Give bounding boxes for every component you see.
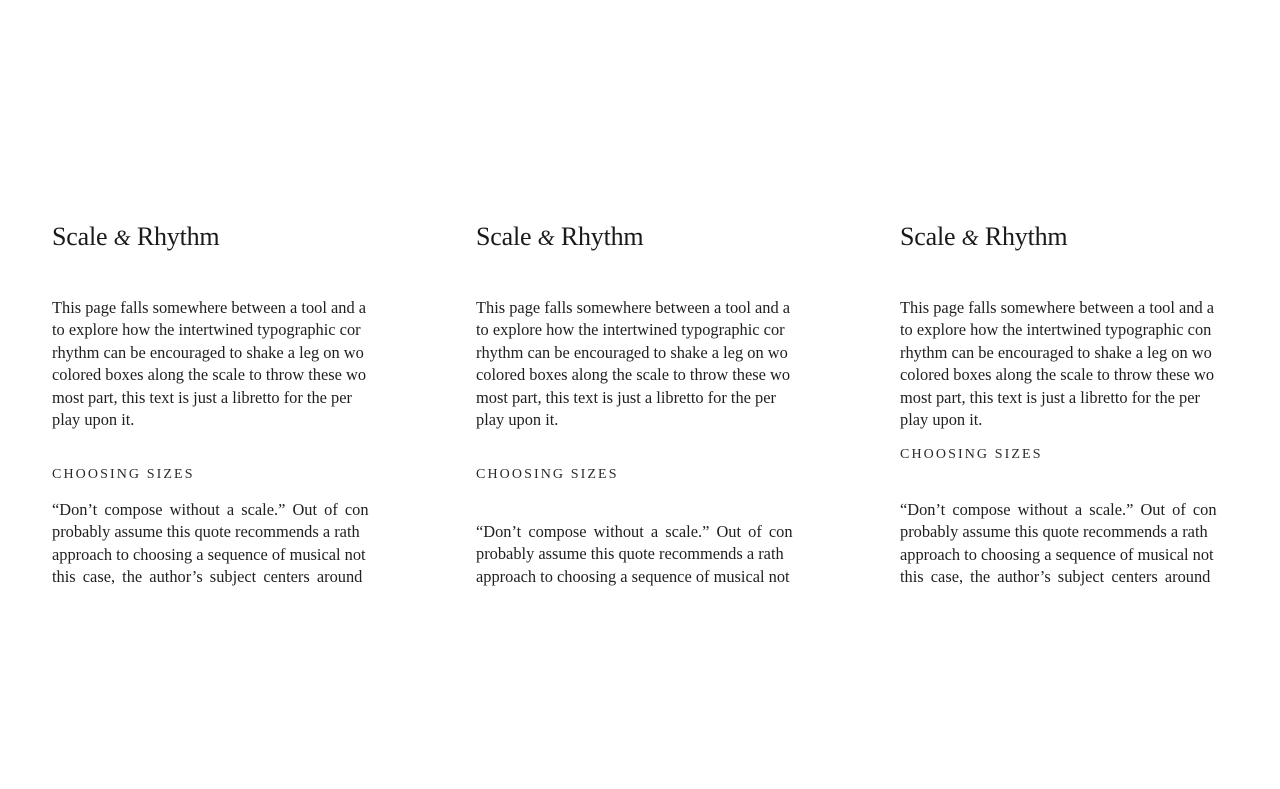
page-title — [476, 222, 643, 252]
intro-line: rhythm can be encouraged to shake a leg on wo — [900, 342, 1212, 362]
quote-line: “Don’t compose without a scale.” Out of con — [52, 500, 369, 519]
quote-paragraph — [476, 521, 822, 588]
quote-line: probably assume this quote recommends a rath — [900, 522, 1208, 542]
intro-line: most part, this text is just a libretto for the per — [900, 387, 1200, 407]
intro-line: rhythm can be encouraged to shake a leg on wo — [52, 342, 364, 362]
page-title — [52, 222, 219, 252]
layout-sample-2 — [476, 0, 822, 789]
title-ampersand: & — [113, 225, 131, 250]
section-heading: CHOOSING SIZES — [52, 467, 195, 482]
quote-line: this case, the author’s subject centers around — [52, 567, 363, 587]
intro-paragraph — [476, 297, 822, 431]
quote-line: approach to choosing a sequence of musical not — [52, 544, 366, 564]
title-word-rhythm: Rhythm — [560, 222, 644, 251]
intro-line: This page falls somewhere between a tool and a — [476, 298, 791, 317]
intro-line: to explore how the intertwined typographic cor — [476, 320, 785, 340]
intro-line: to explore how the intertwined typographic cor — [52, 320, 361, 340]
intro-line: colored boxes along the scale to throw these wo — [476, 365, 791, 385]
intro-line: colored boxes along the scale to throw these wo — [900, 365, 1215, 385]
intro-paragraph — [900, 297, 1246, 431]
intro-line: play upon it. — [900, 409, 983, 429]
quote-line: this case, the author’s subject centers around — [900, 567, 1211, 587]
intro-line: rhythm can be encouraged to shake a leg on wo — [476, 342, 788, 362]
layout-sample-1 — [52, 0, 398, 789]
title-word-rhythm: Rhythm — [984, 222, 1068, 251]
title-ampersand: & — [537, 225, 555, 250]
title-word-scale: Scale — [476, 222, 532, 251]
intro-line: play upon it. — [476, 409, 559, 429]
quote-line: “Don’t compose without a scale.” Out of con — [900, 500, 1217, 519]
intro-line: to explore how the intertwined typographic con — [900, 320, 1212, 340]
section-heading: CHOOSING SIZES — [900, 447, 1043, 462]
intro-line: most part, this text is just a libretto for the per — [476, 387, 776, 407]
quote-line: approach to choosing a sequence of musical not — [476, 566, 790, 586]
quote-line: “Don’t compose without a scale.” Out of con — [476, 522, 793, 541]
title-word-rhythm: Rhythm — [136, 222, 220, 251]
section-heading: CHOOSING SIZES — [476, 467, 619, 482]
title-word-scale: Scale — [900, 222, 956, 251]
quote-line: probably assume this quote recommends a rath — [52, 522, 360, 542]
quote-paragraph — [900, 499, 1246, 589]
intro-paragraph — [52, 297, 398, 431]
title-word-scale: Scale — [52, 222, 108, 251]
quote-line: probably assume this quote recommends a rath — [476, 544, 784, 564]
intro-line: play upon it. — [52, 409, 135, 429]
intro-line: colored boxes along the scale to throw these wo — [52, 365, 367, 385]
title-ampersand: & — [961, 225, 979, 250]
intro-line: This page falls somewhere between a tool and a — [900, 298, 1215, 317]
intro-line: This page falls somewhere between a tool and a — [52, 298, 367, 317]
quote-paragraph — [52, 499, 398, 589]
intro-line: most part, this text is just a libretto for the per — [52, 387, 352, 407]
quote-line: approach to choosing a sequence of musical not — [900, 544, 1214, 564]
page-title — [900, 222, 1067, 252]
layout-sample-3 — [900, 0, 1246, 789]
